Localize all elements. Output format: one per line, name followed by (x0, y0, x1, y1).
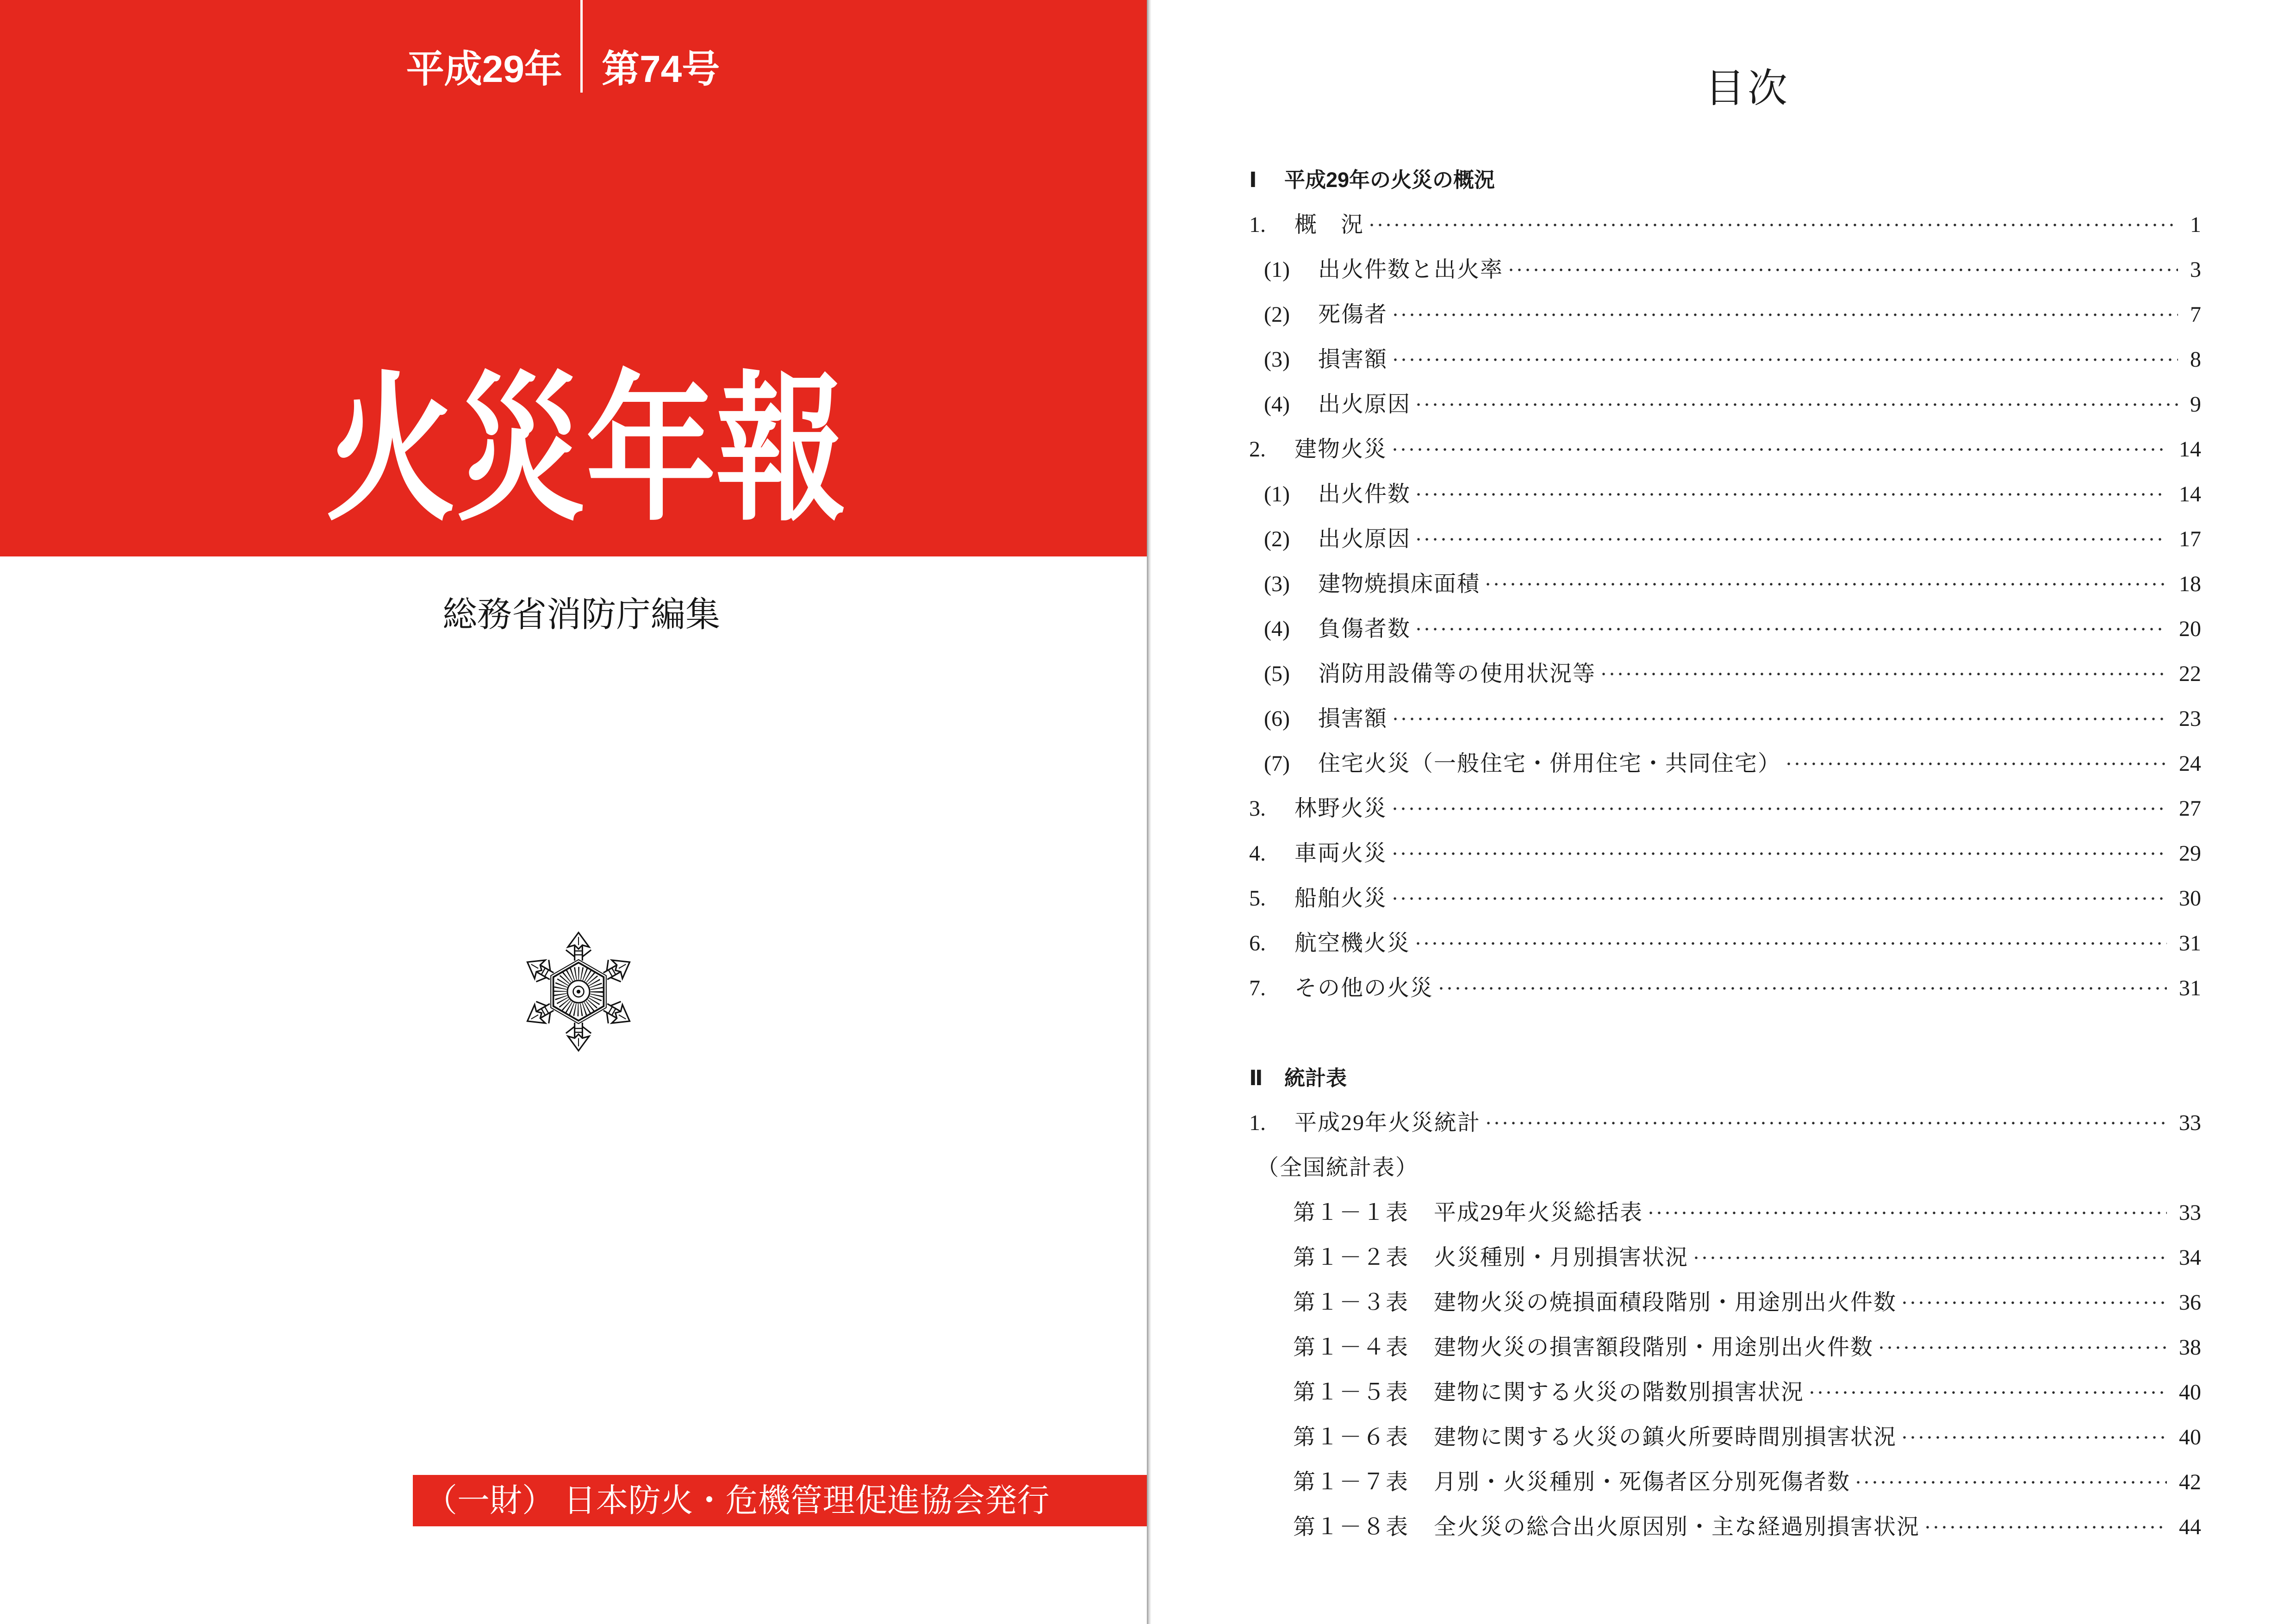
toc-entry-title: 建物火災 (1294, 437, 1388, 462)
toc-entry-page: 1 (2190, 212, 2201, 237)
dot-leader (1877, 1345, 2167, 1350)
table-title: 建物に関する火災の階数別損害状況 (1434, 1380, 1804, 1405)
toc-title: 目次 (1705, 66, 1790, 111)
dot-leader (1391, 896, 2167, 901)
section-title: 統計表 (1284, 1066, 1347, 1090)
section-numeral: Ⅰ (1249, 168, 1257, 192)
toc-entry-title: 損害額 (1318, 706, 1388, 731)
toc-subentry (1249, 292, 2201, 337)
dot-leader (1391, 716, 2167, 722)
toc-entry-title: 出火原因 (1318, 527, 1411, 551)
table-title: 建物火災の損害額段階別・用途別出火件数 (1434, 1335, 1874, 1360)
toc-entry-title: 林野火災 (1294, 796, 1388, 821)
toc-entry-number: (7) (1264, 751, 1290, 776)
toc-entry-page: 27 (2179, 796, 2201, 821)
section-gap (1249, 1011, 2201, 1056)
toc-entry-title: 船舶火災 (1294, 886, 1388, 911)
toc-entry-number: (6) (1264, 706, 1290, 731)
toc-entry-title: 車両火災 (1294, 841, 1388, 866)
dot-leader (1692, 1255, 2167, 1261)
toc-entry-number: 1. (1249, 212, 1266, 237)
table-title: 建物火災の焼損面積段階別・用途別出火件数 (1434, 1290, 1897, 1315)
toc-entry-page: 34 (2179, 1245, 2201, 1270)
issue-year: 平成29年 (406, 48, 562, 90)
toc-entry-number: (4) (1264, 392, 1290, 417)
toc-entry (1249, 831, 2201, 876)
dot-leader (1599, 671, 2167, 677)
table-number: 第１－２表 (1293, 1245, 1409, 1270)
toc-table-entry (1249, 1325, 2201, 1370)
toc-entry-page: 40 (2179, 1380, 2201, 1405)
dot-leader (1414, 626, 2167, 632)
dot-leader (1391, 357, 2178, 362)
dot-leader (1414, 402, 2178, 407)
toc-table-entry (1249, 1415, 2201, 1460)
table-title: 火災種別・月別損害状況 (1434, 1245, 1689, 1270)
toc-entry (1249, 966, 2201, 1011)
section-title: 平成29年の火災の概況 (1284, 168, 1495, 192)
table-number: 第１－４表 (1293, 1335, 1409, 1360)
toc-entry-title: 損害額 (1318, 347, 1388, 372)
toc-entry-number: (1) (1264, 257, 1290, 282)
dot-leader (1923, 1524, 2167, 1530)
table-number: 第１－７表 (1293, 1470, 1409, 1494)
toc-entry-number: 3. (1249, 796, 1266, 821)
table-number: 第１－３表 (1293, 1290, 1409, 1315)
toc-section-heading (1249, 1056, 2201, 1100)
toc-subentry (1249, 247, 2201, 292)
toc-entry-title: 出火件数と出火率 (1318, 257, 1504, 282)
toc-entry-title: その他の火災 (1294, 976, 1434, 1000)
toc-entry-page: 23 (2179, 706, 2201, 731)
toc-entry (1249, 202, 2201, 247)
dot-leader (1785, 761, 2167, 767)
toc-entry-number: (5) (1264, 662, 1290, 686)
toc-subentry (1249, 606, 2201, 651)
toc-entry (1249, 1100, 2201, 1145)
table-number: 第１－８表 (1293, 1515, 1409, 1539)
toc-entry-number: 4. (1249, 841, 1266, 866)
toc-entry (1249, 786, 2201, 831)
dot-leader (1391, 806, 2167, 812)
toc-subentry (1249, 382, 2201, 427)
toc-table-entry (1249, 1460, 2201, 1505)
dot-leader (1507, 267, 2178, 273)
toc-subentry (1249, 472, 2201, 517)
toc-page (1151, 0, 2296, 1624)
toc-table-entry (1249, 1370, 2201, 1415)
toc-entry-number: (3) (1264, 347, 1290, 372)
toc-entry-title: 概 況 (1294, 212, 1364, 237)
toc-entry-number: 5. (1249, 886, 1266, 911)
table-number: 第１－１表 (1293, 1200, 1409, 1225)
publisher-band (413, 1475, 1147, 1526)
toc-entry-page: 42 (2179, 1470, 2201, 1494)
toc-entry-page: 3 (2190, 257, 2201, 282)
toc-entry-page: 20 (2179, 617, 2201, 641)
toc-table-entry (1249, 1505, 2201, 1549)
toc-entry-title: 出火原因 (1318, 392, 1411, 417)
toc-list (1249, 157, 2201, 1549)
dot-leader (1391, 312, 2178, 318)
toc-entry-page: 17 (2179, 527, 2201, 551)
publisher-name: （一財） 日本防火・危機管理促進協会発行 (425, 1482, 1050, 1518)
toc-entry-page: 30 (2179, 886, 2201, 911)
cover-page (0, 0, 1147, 1624)
dot-leader (1414, 537, 2167, 542)
toc-entry-number: (1) (1264, 482, 1290, 506)
toc-table-entry (1249, 1190, 2201, 1235)
cover-title: 火災年報 (325, 361, 846, 539)
toc-entry-page: 8 (2190, 347, 2201, 372)
toc-entry-number: (4) (1264, 617, 1290, 641)
dot-leader (1900, 1435, 2167, 1440)
toc-entry-title: 死傷者 (1318, 302, 1388, 327)
toc-entry-page: 36 (2179, 1290, 2201, 1315)
toc-entry-page: 7 (2190, 302, 2201, 327)
toc-entry-page: 44 (2179, 1515, 2201, 1539)
toc-entry-number: 2. (1249, 437, 1266, 462)
dot-leader (1900, 1300, 2167, 1305)
table-title: 全火災の総合出火原因別・主な経過別損害状況 (1434, 1515, 1920, 1539)
dot-leader (1437, 986, 2167, 991)
toc-entry-number: 6. (1249, 931, 1266, 956)
toc-subentry (1249, 696, 2201, 741)
toc-entry-page: 29 (2179, 841, 2201, 866)
dot-leader (1414, 492, 2167, 497)
dot-leader (1484, 581, 2167, 587)
toc-entry-page: 22 (2179, 662, 2201, 686)
toc-entry-title: 航空機火災 (1294, 931, 1411, 956)
toc-entry-number: (2) (1264, 302, 1290, 327)
toc-entry-page: 33 (2179, 1111, 2201, 1135)
toc-entry-page: 31 (2179, 976, 2201, 1000)
table-number: 第１－５表 (1293, 1380, 1409, 1405)
dot-leader (1808, 1390, 2167, 1395)
table-number: 第１－６表 (1293, 1425, 1409, 1449)
toc-entry-page: 38 (2179, 1335, 2201, 1360)
dot-leader (1391, 447, 2167, 452)
issue-number: 第74号 (602, 48, 720, 90)
toc-entry (1249, 876, 2201, 921)
toc-subentry (1249, 517, 2201, 562)
toc-entry-page: 9 (2190, 392, 2201, 417)
toc-entry-title: 建物焼損床面積 (1318, 572, 1481, 596)
fire-department-emblem-icon (518, 929, 639, 1055)
toc-table-entry (1249, 1280, 2201, 1325)
table-title: 平成29年火災総括表 (1434, 1200, 1643, 1225)
toc-entry-number: 1. (1249, 1111, 1266, 1135)
dot-leader (1391, 851, 2167, 856)
dot-leader (1368, 222, 2178, 228)
toc-entry-page: 40 (2179, 1425, 2201, 1449)
issue-divider (580, 0, 583, 93)
dot-leader (1414, 941, 2167, 946)
table-title: 建物に関する火災の鎮火所要時間別損害状況 (1434, 1425, 1897, 1449)
toc-table-entry (1249, 1235, 2201, 1280)
toc-section-heading (1249, 157, 2201, 202)
group-label-text: （全国統計表） (1257, 1156, 1419, 1180)
dot-leader (1484, 1120, 2167, 1126)
toc-entry-title: 出火件数 (1318, 482, 1411, 506)
toc-entry-title: 住宅火災（一般住宅・併用住宅・共同住宅） (1318, 751, 1781, 776)
toc-group-label (1249, 1145, 2201, 1190)
toc-entry-page: 14 (2179, 482, 2201, 506)
toc-subentry (1249, 337, 2201, 382)
section-numeral: Ⅱ (1249, 1066, 1263, 1090)
toc-entry (1249, 921, 2201, 966)
toc-entry-page: 33 (2179, 1200, 2201, 1225)
dot-leader (1647, 1210, 2167, 1216)
toc-entry-page: 24 (2179, 751, 2201, 776)
dot-leader (1854, 1480, 2167, 1485)
toc-subentry (1249, 562, 2201, 606)
editor-credit: 総務省消防庁編集 (442, 595, 720, 634)
toc-entry-title: 負傷者数 (1318, 617, 1411, 641)
toc-entry-page: 18 (2179, 572, 2201, 596)
toc-subentry (1249, 651, 2201, 696)
table-title: 月別・火災種別・死傷者区分別死傷者数 (1434, 1470, 1851, 1494)
toc-entry-page: 31 (2179, 931, 2201, 956)
toc-entry-number: (2) (1264, 527, 1290, 551)
toc-subentry (1249, 741, 2201, 786)
toc-entry-page: 14 (2179, 437, 2201, 462)
toc-entry-title: 消防用設備等の使用状況等 (1318, 662, 1596, 686)
toc-entry-number: (3) (1264, 572, 1290, 596)
toc-entry-number: 7. (1249, 976, 1266, 1000)
page-gutter (1147, 0, 1151, 1624)
toc-entry-title: 平成29年火災統計 (1294, 1111, 1481, 1135)
toc-entry (1249, 427, 2201, 472)
